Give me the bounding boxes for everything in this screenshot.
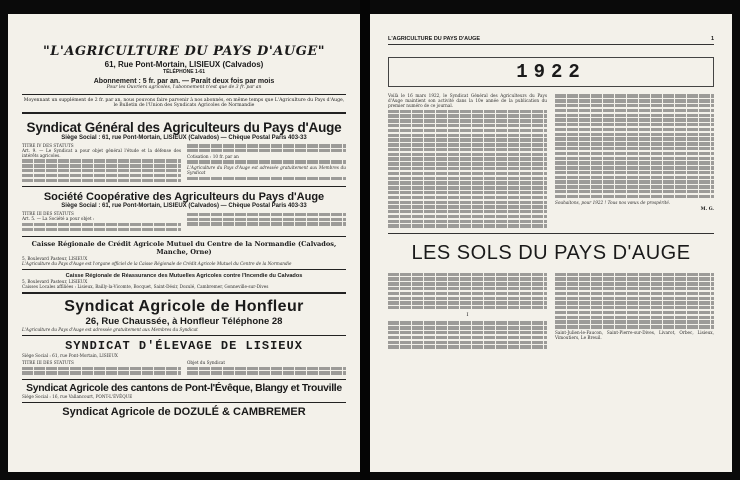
text-line [388,181,547,184]
subscription-line: Abonnement : 5 fr. par an. — Paraît deux fois par mois [93,78,275,85]
page-gutter [360,0,370,480]
supplement-note: Moyennant un supplément de 2 fr. par an, nous pouvons faire parvenir à nos abonnés, en même temps que L'Agriculture du Pays d'Auge, le Bulletin de l'Union des Syndicats Agricoles de Normandie [23,97,345,109]
text-line [22,174,181,177]
year-intro: Voilà le 16 mars 1922, le Syndicat Général des Agriculteurs du Pays d'Auge maintient son activité dans la 10e année de la publication du premier numéro de ce journal. [388,93,547,109]
text-line [555,118,714,121]
text-line [555,316,714,319]
text-line [187,222,346,225]
text-line [555,292,714,295]
text-line [22,223,181,226]
year-banner [388,57,714,87]
text-line [388,336,547,339]
text-line [555,273,714,276]
article-title: LES SOLS DU PAYS D'AUGE [411,242,691,265]
caisse-credit-note: L'Agriculture du Pays d'Auge est l'organe officiel de la Caisse Régionale de Crédit Agricole Mutuel du Centre de la Normandie [22,260,292,266]
text-line [22,228,181,231]
text-line [187,218,346,221]
text-line [22,169,181,172]
honfleur-address: 26, Rue Chaussée, à Honfleur Téléphone 28 [85,315,283,327]
text-line [22,371,181,374]
divider [22,236,346,237]
text-line [555,320,714,323]
text-line [22,159,181,162]
text-line [388,282,547,285]
caisse-credit-block [8,240,360,266]
year-article-columns [370,93,732,229]
masthead-telephone: TÉLÉPHONE 1-61 [163,69,205,75]
text-line [388,220,547,223]
masthead-title: "L'AGRICULTURE DU PAYS D'AUGE" [42,44,326,59]
text-line [555,185,714,188]
text-line [388,186,547,189]
text-line [388,345,547,348]
text-line [555,325,714,328]
text-line [555,176,714,179]
text-line [555,99,714,102]
text-line [388,326,547,329]
text-line [388,172,547,175]
text-line [555,104,714,107]
text-line [555,190,714,193]
caisse-reassurance-address: 5, Boulevard Pasteur, LISIEUX [22,278,88,284]
text-line [187,177,346,180]
elevage-objet: Objet du Syndicat [187,360,226,366]
pont-eveque-title: Syndicat Agricole des cantons de Pont-l'Évêque, Blangy et Trouville [26,383,342,395]
text-line [555,287,714,290]
sols-article-columns [370,271,732,350]
elevage-block [8,339,360,376]
signature: M. G. [700,206,714,212]
divider [388,44,714,45]
text-line [388,201,547,204]
text-line [388,110,547,113]
text-line [555,94,714,97]
text-line [187,213,346,216]
text-line [388,297,547,300]
text-line [388,205,547,208]
text-line [555,161,714,164]
divider [22,335,346,336]
text-line [187,144,346,147]
syndicat-general-siege: Siège Social : 61, rue Pont-Mortain, LISIEUX (Calvados) — Chèque Postal Paris 403-33 [61,134,307,141]
divider [22,402,346,403]
text-line [388,134,547,137]
divider [22,112,346,114]
text-line [555,166,714,169]
divider [22,269,346,270]
text-line [187,160,346,163]
honfleur-block [8,298,360,332]
text-line [388,177,547,180]
section-numeral: I [466,312,469,319]
divider [22,186,346,187]
dozule-title: Syndicat Agricole de DOZULÉ & CAMBREMER [62,406,306,419]
text-line [388,215,547,218]
text-line [555,306,714,309]
honfleur-title: Syndicat Agricole de Honfleur [64,297,304,315]
cooperative-block [8,191,360,232]
year-heading: 1922 [516,61,586,83]
caisse-locales: Caisses Locales affiliées : Lisieux, Bailly-la-Vicomte, Bocquet, Saint-Désir, Dozulé, Cambremer, Gonneville-sur-Dives [22,283,269,289]
text-line [388,191,547,194]
text-line [555,282,714,285]
text-line [555,195,714,198]
text-line [555,180,714,183]
text-line [22,179,181,182]
pont-eveque-block [8,383,360,399]
text-line [187,367,346,370]
text-line [388,287,547,290]
caisse-credit-title: Caisse Régionale de Crédit Agricole Mutuel du Centre de la Normandie (Calvados, Manche, Orne) [31,239,337,256]
text-line [187,149,346,152]
text-line [555,128,714,131]
text-line [388,143,547,146]
cooperative-statuts-heading: TITRE III DES STATUTS [22,211,74,217]
text-line [555,157,714,160]
left-page [8,14,360,472]
text-line [388,148,547,151]
dozule-block [8,406,360,418]
pont-eveque-siege: Siège Social : 16, rue Vallancourt, PONT-L'ÉVÊQUE [22,394,133,400]
divider [22,94,346,95]
text-line [388,157,547,160]
running-head: L'AGRICULTURE DU PAYS D'AUGE [388,36,481,42]
elevage-title: SYNDICAT D'ÉLEVAGE DE LISIEUX [65,338,303,353]
text-line [388,167,547,170]
right-page [370,14,732,472]
text-line [388,162,547,165]
text-line [555,147,714,150]
cooperative-article: Art. 5. — La Société a pour objet : [22,216,95,222]
text-line [388,306,547,309]
text-line [388,341,547,344]
page-number: 1 [710,36,714,42]
caisse-reassurance-block [8,273,360,289]
text-line [388,138,547,141]
syndicat-general-block [8,120,360,184]
syndicat-general-title: Syndicat Général des Agriculteurs du Pays d'Auge [26,119,342,135]
subscription-worker-note: Pour les Ouvriers agricoles, l'abonnement n'est que de 3 fr. par an [106,85,262,90]
divider [22,379,346,380]
text-line [388,153,547,156]
text-line [388,321,547,324]
text-line [388,196,547,199]
elevage-siege: Siège Social : 61, rue Pont-Mortain, LISIEUX [22,352,118,358]
text-line [388,119,547,122]
text-line [388,301,547,304]
caisse-reassurance-title: Caisse Régionale de Réassurance des Mutuelles Agricoles contre l'Incendie du Calvados [65,272,303,279]
text-line [555,109,714,112]
statuts-heading: TITRE IV DES STATUTS [22,142,74,148]
text-line [22,164,181,167]
text-line [555,301,714,304]
text-line [22,367,181,370]
closing-line: Saint-Julien-le-Faucon, Saint-Pierre-sur-Dives, Livarot, Orbec, Lisieux, Vimoutiers, Le Breuil. [555,329,714,341]
statuts-article: Art. 9. — Le Syndicat a pour objet général l'étude et la défense des intérêts agricoles. [22,147,181,158]
text-line [555,152,714,155]
text-line [187,371,346,374]
cotisation: Cotisation : 10 fr. par an [187,153,239,159]
text-line [555,311,714,314]
text-line [555,114,714,117]
elevage-statuts-heading: TITRE III DES STATUTS [22,360,74,366]
year-wish: Souhaitons, pour 1922 ! Tous nos vœux de prospérité. [555,199,671,205]
text-line [555,123,714,126]
text-line [555,171,714,174]
text-line [555,133,714,136]
text-line [555,142,714,145]
text-line [555,137,714,140]
text-line [388,129,547,132]
divider [22,292,346,294]
text-line [388,124,547,127]
text-line [388,224,547,227]
text-line [388,331,547,334]
honfleur-note: L'Agriculture du Pays d'Auge est adressée gratuitement aux Membres du Syndicat [22,326,198,332]
cooperative-title: Société Coopérative des Agriculteurs du Pays d'Auge [43,191,325,204]
text-line [555,277,714,280]
text-line [555,297,714,300]
cooperative-siege: Siège Social : 61, rue Pont-Mortain, LISIEUX (Calvados) — Chèque Postal Paris 403-33 [61,203,307,210]
divider [388,233,714,234]
text-line [388,210,547,213]
text-line [388,292,547,295]
text-line [388,273,547,276]
text-line [388,114,547,117]
masthead-address: 61, Rue Pont-Mortain, LISIEUX (Calvados) [104,60,264,69]
text-line [388,277,547,280]
syndicat-general-notice: L'Agriculture du Pays d'Auge est adressée gratuitement aux Membres du Syndicat [187,165,346,176]
caisse-credit-address: 5, Boulevard Pasteur, LISIEUX [22,255,88,261]
